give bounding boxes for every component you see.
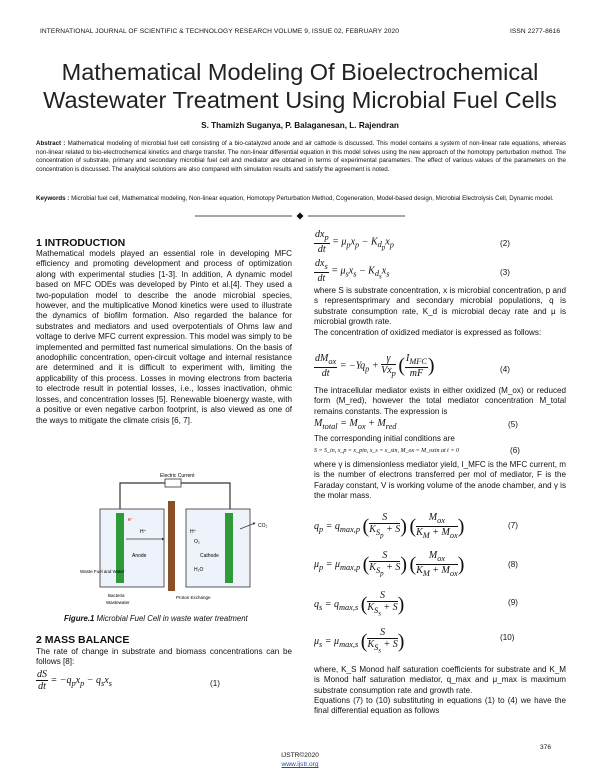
label-proton-right: H⁺ [190,529,197,535]
label-electron: e⁻ [128,517,134,523]
equation-5: $M_{total} = M_{ox} + M_{red}$ [314,418,397,431]
right-para-5: where γ is dimensionless mediator yield, I_MFC is the MFC current, m is the number of electrons transferred per mol of mediator, F is the Faraday constant, V is working volume of the anode chamber, and γ is the molar mass. [314,460,566,501]
label-proton-exchange: Proton Exchange [176,595,211,600]
right-para-1: where S is substrate concentration, x is microbial concentration, p and s representsprimary and secondary microbial populations, q is substrate consumption rate, K_d is microbial decay rate and μ is microbial growth rate. [314,286,566,327]
cathode-electrode [225,513,233,583]
label-h2o: H₂O [194,567,204,573]
proton-exchange-membrane [168,501,175,591]
label-proton-left: H⁺ [140,529,147,535]
title-line-1: Mathematical Modeling Of Bioelectrochemical [61,59,539,85]
figure-caption [64,614,248,623]
intro-heading: 1 INTRODUCTION [36,237,126,249]
abstract-text: Mathematical modeling of microbial fuel cell consisting of a bio-catalyzed anode and air cathode is discussed. This model contains a system of non-linear rate equations, whereas non-linear related to bio-electrochemical kinetics and charge transfer. The non-linear differential equation in this model solves using the new approach of the homotopy perturbation method. The concentration of substrate, primary and secondary microbial fuel cell and mediator are obtained in terms of experimental parameters. The effect of various values of the parameters on the concentration is discussed. The analytical solutions are also compared with simulation results and satisfy the agreement is noted. [36,140,566,173]
footer-copyright: IJSTR©2020 [281,752,319,759]
equation-7: $q_p = q_{max,p}$ ( $\frac{S}{K_{S_p} + S}$ ) ( $\frac{M_{ox}}{K_M + M_{ox}}$ ) [314,512,465,541]
equation-10-number: (10) [500,633,515,642]
figure-caption-text: Microbial Fuel Cell in waste water treatment [96,614,248,623]
equation-4-number: (4) [500,365,510,374]
intro-text: Mathematical models played an essential role in developing MFC efficiency and promoting development and process of optimization along with experimental studies [1-3]. In addition, A dynamic model based on MFC ODEs was developed by Pinto et al.[4]. They used a two-population model to describe the anode microbial species, however, and the multiplicative Monod kinetics were used to illustrate the dynamics of biofilm formation. Also regarded the balance for substrates and mediators and used overpotentials of Ohms law and voltage to derive MFC current expression. This model was simply to be implemented and permitted fast numerical simulations. On the basis of anodophilic concentration, open-circuit voltage and internal resistance are determined and it is difficult to experiment with, limiting the applicability of this process. Losses in moving electrons from bacteria to electrode result in potential losses, i.e., losses inactivation, ohmic losses, and concentration losses [5]. Renewable bioenergy waste, with a positive or even negative carbon footprint, is also viewed as one of the ways to mitigate the climate crisis [6, 7]. [36,249,292,425]
issn-label: ISSN 2277-8616 [510,28,561,35]
equation-3: $\frac{dx_s}{dt}$ = $\mu_sx_s - K_{d_s}x_s$ [315,258,390,284]
footer-url-link[interactable]: www.ijstr.org [281,761,319,768]
paper-title [20,58,580,114]
equation-5-number: (5) [508,420,518,429]
right-para-7: Equations (7) to (10) substituting in equations (1) to (4) we have the final differential equation as follows [314,696,566,716]
label-co2: CO₂ [258,523,268,529]
right-para-2: The concentration of oxidized mediator is expressed as follows: [314,328,542,337]
title-line-2: Wastewater Treatment Using Microbial Fuel Cells [43,87,557,113]
page-number: 376 [540,744,552,751]
equation-1: $\frac{dS}{dt}$ = $-q_px_p - q_sx_s$ [37,669,112,692]
journal-header: INTERNATIONAL JOURNAL OF SCIENTIFIC & TECHNOLOGY RESEARCH VOLUME 9, ISSUE 02, FEBRUARY 2020 [40,28,400,35]
keywords-text: Microbial fuel cell, Mathematical modeling, Non-linear equation, Homotopy Perturbation Method, Cogeneration, Model-based design, Microbial Electrolysis Cell, Dynamic model. [71,195,554,202]
mass-balance-heading: 2 MASS BALANCE [36,634,130,646]
keywords-label: Keywords : [36,195,70,202]
mass-balance-text: The rate of change in substrate and biomass concentrations can be follows [8]: [36,647,292,667]
label-bacteria: Bacteria [108,593,125,598]
equation-9-number: (9) [508,598,518,607]
equation-8: $\mu_p = \mu_{max,p}$ ( $\frac{S}{K_{S_p} + S}$ ) ( $\frac{M_{ox}}{K_M + M_{ox}}$ ) [314,550,465,579]
label-o2: O₂ [194,539,200,545]
equation-2: $\frac{dx_p}{dt}$ = $\mu_px_p - K_{d_p}x_p$ [315,229,394,255]
label-electric-current: Electric Current [160,473,195,479]
equation-6: S = S_in, x_p = x_pin, x_s = x_sin, M_ox = M_oxin at t = 0 [314,448,459,454]
keywords [36,195,566,204]
section-divider [195,212,405,220]
label-waste-in: Waste Fuel and Water [80,569,125,574]
equation-3-number: (3) [500,268,510,277]
label-wastewater: Wastewater [106,600,130,605]
equation-8-number: (8) [508,560,518,569]
mfc-figure [80,471,270,609]
abstract [36,140,566,174]
resistor [165,479,181,487]
equation-6-number: (6) [510,446,520,455]
right-para-6: where, K_S Monod half saturation coefficients for substrate and K_M is Monod half saturation mediator, q_max and μ_max is maximum substrate consumption rate and growth rate. [314,665,566,695]
equation-7-number: (7) [508,521,518,530]
cathode-chamber [186,509,250,587]
figure-caption-label: Figure.1 [64,614,95,623]
label-cathode: Cathode [200,553,219,559]
authors: S. Thamizh Suganya, P. Balaganesan, L. Rajendran [201,121,399,130]
right-para-3: The intracellular mediator exists in either oxidized (M_ox) or reduced form (M_red), however the total mediator concentration M_total remains constants. The expression is [314,386,566,416]
equation-9: $q_s = q_{max,s}$ ( $\frac{S}{K_{S_s} + S}$ ) [314,590,405,618]
equation-4: $\frac{dM_{ox}}{dt}$ = $-Yq_p$ + $\frac{\gamma}{Vx_p}$ ( $\frac{I_{MFC}}{mF}$ ) [315,353,435,379]
abstract-label: Abstract : [36,140,66,147]
equation-2-number: (2) [500,239,510,248]
right-para-4: The corresponding initial conditions are [314,434,455,443]
equation-10: $\mu_s = \mu_{max,s}$ ( $\frac{S}{K_{S_s} + S}$ ) [314,627,405,655]
equation-1-number: (1) [210,679,220,688]
label-anode: Anode [132,553,147,559]
